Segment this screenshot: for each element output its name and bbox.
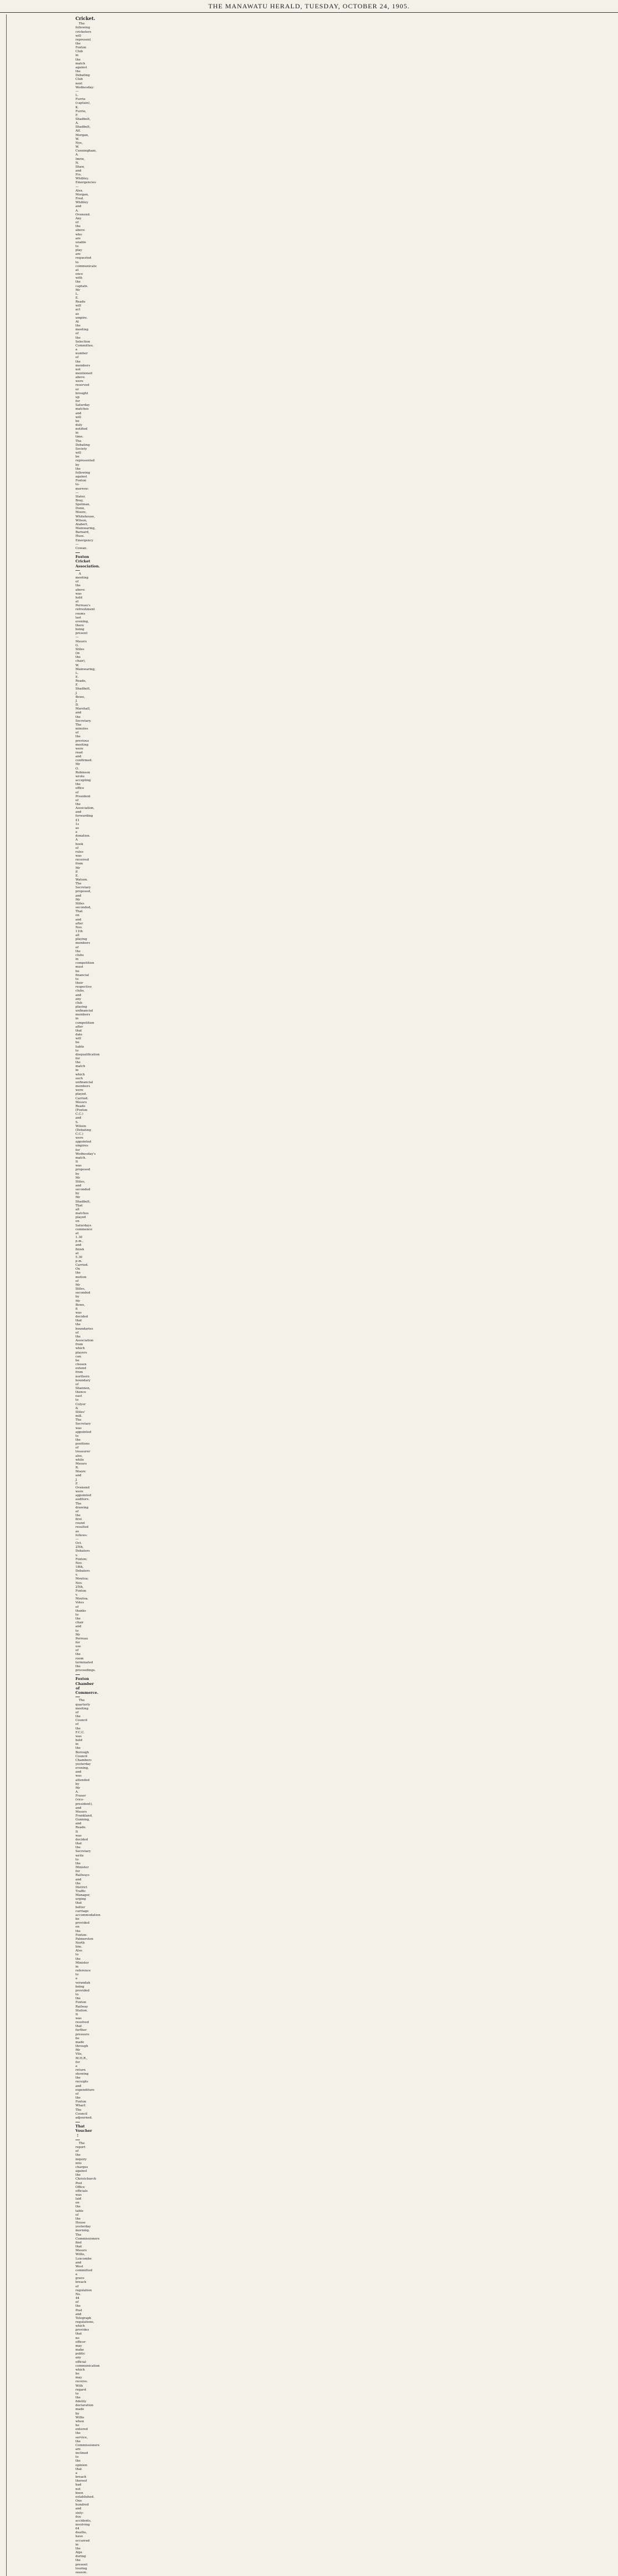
divider — [75, 1674, 80, 1675]
voucher-heading: That Voucher ! — [75, 2124, 92, 2138]
masthead: THE MANAWATU HERALD, TUESDAY, OCTOBER 24, 1905. — [0, 0, 618, 13]
newspaper-columns — [4, 14, 615, 2574]
fca-text: A meeting of the above was held at Perreau's refreshment rooms last evening, there being present—Messrs G. Stiles (in the chair), W. Mainwaring, L. E. Reade, F. Shadbolt, J. Bowe, J. D. Marshall, and the Secretary. The minutes of the previous meeting were read and confirmed. Mr O. Robinson wrote accepting the office of President of the Association, and forwarding £1 1s as a donation. A book of rules was received from Mr P. E. Watson. The Secretary proposed, and Mr Stiles seconded, That on and after Nov. 11th all playing members of the clubs in competition must be financial to their respective clubs, and any club playing unfinancial members in competition after that date will be liable to disqualification for the match in which such unfinancial members were played. Carried. Messrs Reade (Foxton C.C.) and S. Wilson (Debating C.C.) were appointed umpires for Wednesday's match. It was proposed by Mr Stiles, and seconded by Mr Shadbolt, That all matches played on Saturdays commence at 1.30 p.m., and finish at 5.30 p.m. Carried. On the motion of Mr Stiles, seconded by Mr Bowe, it was decided that the boundaries of the Association from which players can be chosen extend from northern boundary of Shannon, thence east to Colyer & Stiles' mill. The Secretary was appointed to the positions of treasurer also, while Messrs R. Moore and J. F. Ovenend were appointed auditors. The drawing of the first round resulted as follows:—Oct. 25th, Debaters v. Foxton; Nov. 18th, Debaters v. Moutoa; Nov. 25th, Foxton v. Moutoa. Votes of thanks to the chair and to Mr Perreau for use of the room terminated the proceedings. — [75, 572, 100, 1673]
column-7 — [75, 14, 100, 2576]
fcc-text: The quarterly meeting of the Council of the F.C.C. was held in the Borough Council Chambers yesterday evening, and was attended by Mr A. Fraser (vice-president), and Messrs Frankland, Gunning, and Reade. It was decided that the Secretary write to the Minister for Railways and the District Traffic Manager, urging that better carriage accommodation be provided on the Foxton-Palmerston North line. Also to the Minister in reference to a verandah being provided to the Foxton Railway Station. It was resolved that further pressure be made through Mr Vile, M.H.R., for a return showing the receipts and expenditure of the Foxton Wharf. The Council adjourned. — [75, 1699, 100, 2120]
fcc-heading: Foxton Chamber of Commerce. — [75, 1677, 99, 1695]
divider — [75, 552, 80, 553]
cricket-heading: Cricket. — [75, 16, 95, 21]
fca-heading: Foxton Cricket Association. — [75, 555, 100, 568]
cricket-text: The following cricketers will represent the Foxton Club in the match against the Debating Club next Wednesday:—L. Furrie (captain), K. Furrie, F. Shadbolt, A. Shadbolt, Alf. Morgan, W. Nye, W. Cunningham, A. Imrie, N. Shaw, and Frs. Whibley. Emergencies—Alex. Morgan, Fred. Whibley and A. Ovenend. Any of the above who are unable to play are requested to communicate at once with the captain. Mr L. E. Reade will act as umpire. At the meeting of the Selection Committee, a number of the members not mentioned above were reserved or brought up for Saturday matches and will be duly notified in time. The Debating Society will be represented by the following against Foxton to-morrow:—Slater, Bray, Spelman, Dunn, Moore, Whitehouse, Wilson, Alabert, Mainwaring, Barnard, Huse. Emergency—Cowan. — [75, 22, 97, 550]
voucher-text: The report of the inquiry into charges against the Christchurch Post Office officials was laid on the table of the House yesterday morning. The Commissioners find that Messrs Willis, Luxcombe and West committed a grave breach of regulation No. 44 of the Post and Telegraph regulations, which provides that no officer may make public any official communication which he may receive. With regard to the fidelity declaration made by Willis when he entered the service, the Commissioners are inclined to the opinion that a breach thereof had not been established. One hundred and sixty-five accidents, involving 64 deaths, have occurred in the Alps during the present touring season. — [75, 2141, 100, 2574]
column-rule — [6, 14, 74, 2576]
divider — [75, 570, 80, 571]
